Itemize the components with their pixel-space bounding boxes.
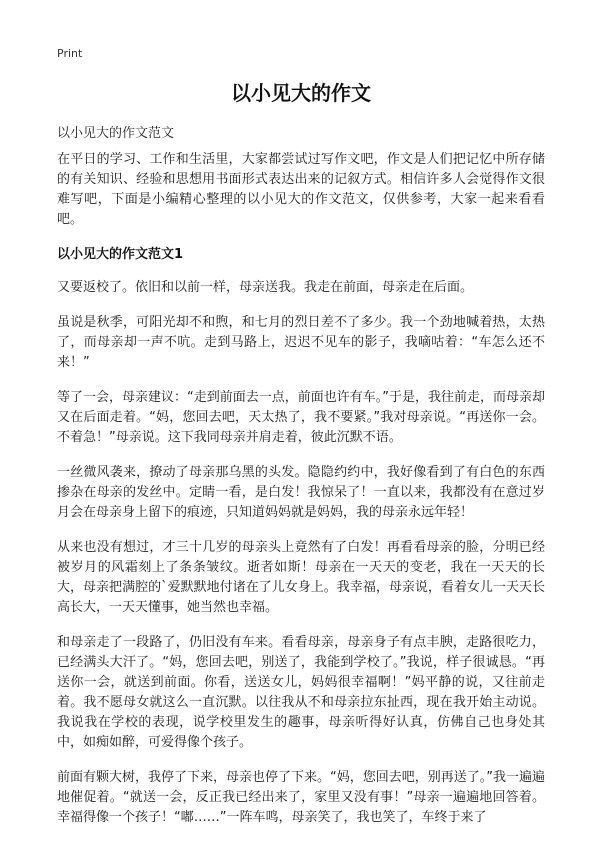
- body-paragraph: 等了一会，母亲建议：“走到前面去一点，前面也许有车。”于是，我往前走，而母亲却又在后面走着。“妈，您回去吧，天太热了，我不要紧。”我对母亲说。“再送你一会。不着急！”母亲说。这下我同母亲并肩走着，彼此沉默不语。: [57, 390, 545, 445]
- intro-paragraph: 在平日的学习、工作和生活里，大家都尝试过写作文吧，作文是人们把记忆中所存储的有关知识、经验和思想用书面形式表达出来的记叙方式。相信许多人会觉得作文很难写吧，下面是小编精心整理的以小见大的作文范文，仅供参考，大家一起来看看吧。: [57, 152, 545, 227]
- print-link[interactable]: Print: [57, 47, 83, 60]
- page-title: 以小见大的作文: [231, 81, 371, 105]
- body-paragraph: 从来也没有想过，才三十几岁的母亲头上竟然有了白发！再看看母亲的脸，分明已经被岁月的风霜刻上了条条皱纹。逝者如斯！母亲在一天天的变老，我在一天天的长大，母亲把满腔的`爱默默地付诸在了儿女身上。我幸福，母亲说，看着女儿一天天长高长大，一天天懂事，她当然也幸福。: [57, 540, 545, 615]
- body-paragraph: 虽说是秋季，可阳光却不和煦，和七月的烈日差不了多少。我一个劲地喊着热，太热了，而母亲却一声不吭。走到马路上，迟迟不见车的影子，我嘀咕着：“车怎么还不来！”: [57, 315, 545, 370]
- body-paragraph: 一丝微风袭来，撩动了母亲那乌黑的头发。隐隐约约中，我好像看到了有白色的东西掺杂在母亲的发丝中。定睛一看，是白发！我惊呆了！一直以来，我都没有在意过岁月会在母亲身上留下的痕迹，只知道妈妈就是妈妈，我的母亲永远年轻！: [57, 465, 545, 520]
- section-heading: 以小见大的作文范文1: [57, 247, 184, 262]
- body-paragraph: 又要返校了。依旧和以前一样，母亲送我。我走在前面，母亲走在后面。: [57, 280, 474, 295]
- body-paragraph: 和母亲走了一段路了，仍旧没有车来。看看母亲，母亲身子有点丰腴，走路很吃力，已经满头大汗了。“妈，您回去吧，别送了，我能到学校了。”我说，样子很诚恳。“再送你一会，就送到前面。你看，送送女儿，妈妈很幸福啊！”妈平静的说，又往前走着。我不愿母女就这么一直沉默。以往我从不和母亲拉东扯西，现在我开始主动说。我说我在学校的表现，说学校里发生的趣事，母亲听得好认真，仿佛自己也身处其中，如痴如醉，可爱得像个孩子。: [57, 635, 545, 750]
- article-subtitle: 以小见大的作文范文: [57, 126, 175, 141]
- article-body: [57, 150, 545, 843]
- body-paragraph: 前面有颗大树，我停了下来，母亲也停了下来。“妈，您回去吧，别再送了。”我一遍遍地催促着。“就送一会，反正我已经出来了，家里又没有事！”母亲一遍遍地回答着。幸福得像一个孩子！“嘟……”一阵车鸣，母亲笑了，我也笑了，车终于来了: [57, 770, 545, 825]
